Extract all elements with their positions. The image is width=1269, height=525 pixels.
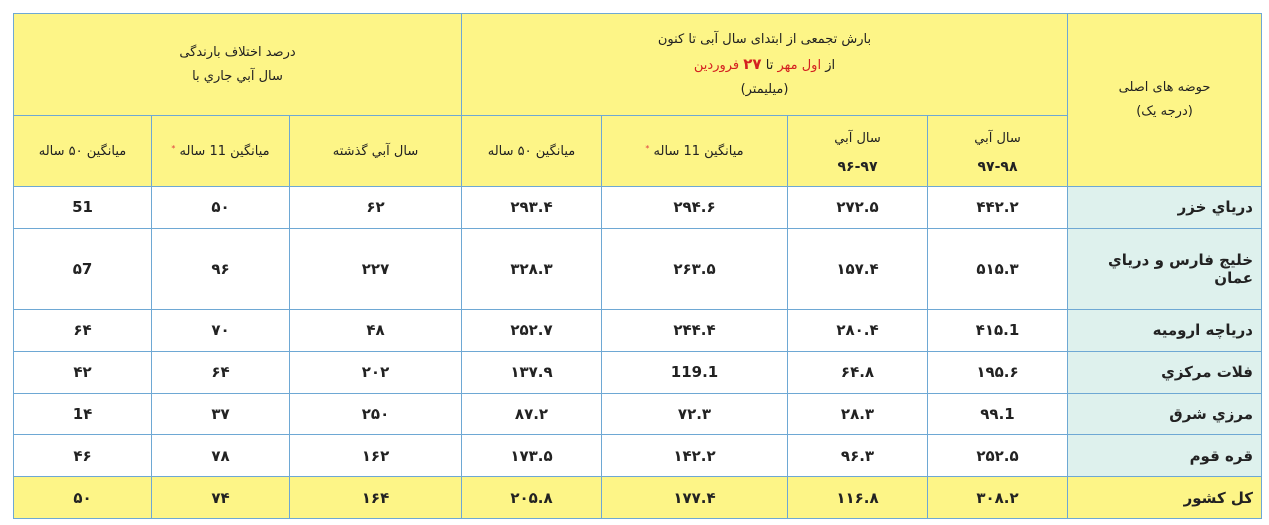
cell-diff-avg11: ۷۸ <box>152 435 290 477</box>
basin-name: درياچه اروميه <box>1068 310 1262 352</box>
cell-avg11: 119.1 <box>602 351 788 393</box>
table-row <box>14 228 1262 309</box>
cell-previous-year: ۲۸۰.۴ <box>788 310 928 352</box>
col-avg11-diff: ميانگين 11 ساله * <box>152 116 290 187</box>
cell-avg11: ۱۴۲.۲ <box>602 435 788 477</box>
col-avg50-diff: ميانگين ۵۰ ساله <box>14 116 152 187</box>
cell-diff-avg11: ۷۴ <box>152 477 290 519</box>
total-label: کل کشور <box>1068 477 1262 519</box>
col-year-previous: سال آبي ۹۶-۹۷ <box>788 116 928 187</box>
table-row <box>14 435 1262 477</box>
col-avg50: ميانگين ۵۰ ساله <box>462 116 602 187</box>
cell-current-year: ۴۱۵.1 <box>928 310 1068 352</box>
cell-diff-avg11: ۵۰ <box>152 187 290 229</box>
cell-avg11: ۱۷۷.۴ <box>602 477 788 519</box>
diff-header-subtitle: سال آبي جاري با <box>192 68 283 84</box>
cell-previous-year: ۲۸.۳ <box>788 393 928 435</box>
basin-header-subtitle: (درجه یک) <box>1136 104 1193 119</box>
cell-diff-avg11: ۶۴ <box>152 351 290 393</box>
cell-current-year: ۱۹۵.۶ <box>928 351 1068 393</box>
cell-diff-prev: ۲۵۰ <box>290 393 462 435</box>
cell-diff-prev: ۶۲ <box>290 187 462 229</box>
cell-avg50: ۲۵۲.۷ <box>462 310 602 352</box>
basin-name: فلات مرکزي <box>1068 351 1262 393</box>
cell-avg11: ۷۲.۳ <box>602 393 788 435</box>
rain-header <box>462 14 1068 116</box>
cell-avg11: ۲۶۳.۵ <box>602 228 788 309</box>
header-row-top <box>14 14 1262 116</box>
cell-diff-avg50: ۵7 <box>14 228 152 309</box>
cell-diff-avg11: ۹۶ <box>152 228 290 309</box>
cell-current-year: ۴۴۲.۲ <box>928 187 1068 229</box>
cell-previous-year: ۹۶.۳ <box>788 435 928 477</box>
cell-current-year: ۲۵۲.۵ <box>928 435 1068 477</box>
cell-avg50: ۱۳۷.۹ <box>462 351 602 393</box>
cell-diff-avg11: ۳۷ <box>152 393 290 435</box>
cell-diff-avg50: ۵۰ <box>14 477 152 519</box>
rain-header-title: بارش تجمعی از ابتدای سال آبی تا کنون <box>657 31 872 47</box>
cell-diff-prev: ۱۶۲ <box>290 435 462 477</box>
cell-diff-avg50: 1۴ <box>14 393 152 435</box>
basin-name: درياي خزر <box>1068 187 1262 229</box>
cell-diff-avg50: ۶۴ <box>14 310 152 352</box>
cell-diff-prev: ۱۶۴ <box>290 477 462 519</box>
rainfall-table-container <box>13 13 1261 519</box>
rainfall-table <box>13 13 1262 519</box>
star-mark: * <box>171 143 176 153</box>
basin-name: مرزي شرق <box>1068 393 1262 435</box>
table-row <box>14 187 1262 229</box>
cell-avg50: ۲۰۵.۸ <box>462 477 602 519</box>
rain-header-unit: (میلیمتر) <box>740 81 789 97</box>
col-avg11: ميانگين 11 ساله * <box>602 116 788 187</box>
cell-diff-avg11: ۷۰ <box>152 310 290 352</box>
range-month: فروردین <box>693 57 740 73</box>
col-year-current: سال آبي ۹۷-۹۸ <box>928 116 1068 187</box>
star-mark: * <box>645 143 650 153</box>
diff-header-title: درصد اختلاف بارندگی <box>179 44 296 60</box>
basin-header-title: حوضه های اصلی <box>1118 80 1211 95</box>
cell-avg50: ۱۷۳.۵ <box>462 435 602 477</box>
cell-avg50: ۳۲۸.۳ <box>462 228 602 309</box>
cell-avg11: ۲۹۴.۶ <box>602 187 788 229</box>
table-row <box>14 351 1262 393</box>
cell-avg11: ۲۴۴.۴ <box>602 310 788 352</box>
rain-header-range: از اول مهر تا ۲۷ فروردین <box>693 54 836 73</box>
range-start: اول مهر <box>777 57 822 73</box>
basin-header <box>1068 14 1262 187</box>
cell-current-year: ۳۰۸.۲ <box>928 477 1068 519</box>
cell-diff-prev: ۲۰۲ <box>290 351 462 393</box>
range-day: ۲۷ <box>743 54 762 73</box>
cell-avg50: ۲۹۳.۴ <box>462 187 602 229</box>
col-last-year: سال آبي گذشته <box>290 116 462 187</box>
cell-previous-year: ۶۴.۸ <box>788 351 928 393</box>
cell-avg50: ۸۷.۲ <box>462 393 602 435</box>
cell-previous-year: ۲۷۲.۵ <box>788 187 928 229</box>
total-row <box>14 477 1262 519</box>
cell-diff-prev: ۴۸ <box>290 310 462 352</box>
cell-diff-avg50: 51 <box>14 187 152 229</box>
cell-diff-avg50: ۴۲ <box>14 351 152 393</box>
basin-name: قره قوم <box>1068 435 1262 477</box>
cell-current-year: ۹۹.1 <box>928 393 1068 435</box>
cell-diff-prev: ۲۲۷ <box>290 228 462 309</box>
cell-diff-avg50: ۴۶ <box>14 435 152 477</box>
cell-previous-year: ۱۱۶.۸ <box>788 477 928 519</box>
basin-name: خليج فارس و درياي عمان <box>1068 228 1262 309</box>
diff-header <box>14 14 462 116</box>
cell-previous-year: ۱۵۷.۴ <box>788 228 928 309</box>
table-row <box>14 393 1262 435</box>
cell-current-year: ۵۱۵.۳ <box>928 228 1068 309</box>
table-row <box>14 310 1262 352</box>
